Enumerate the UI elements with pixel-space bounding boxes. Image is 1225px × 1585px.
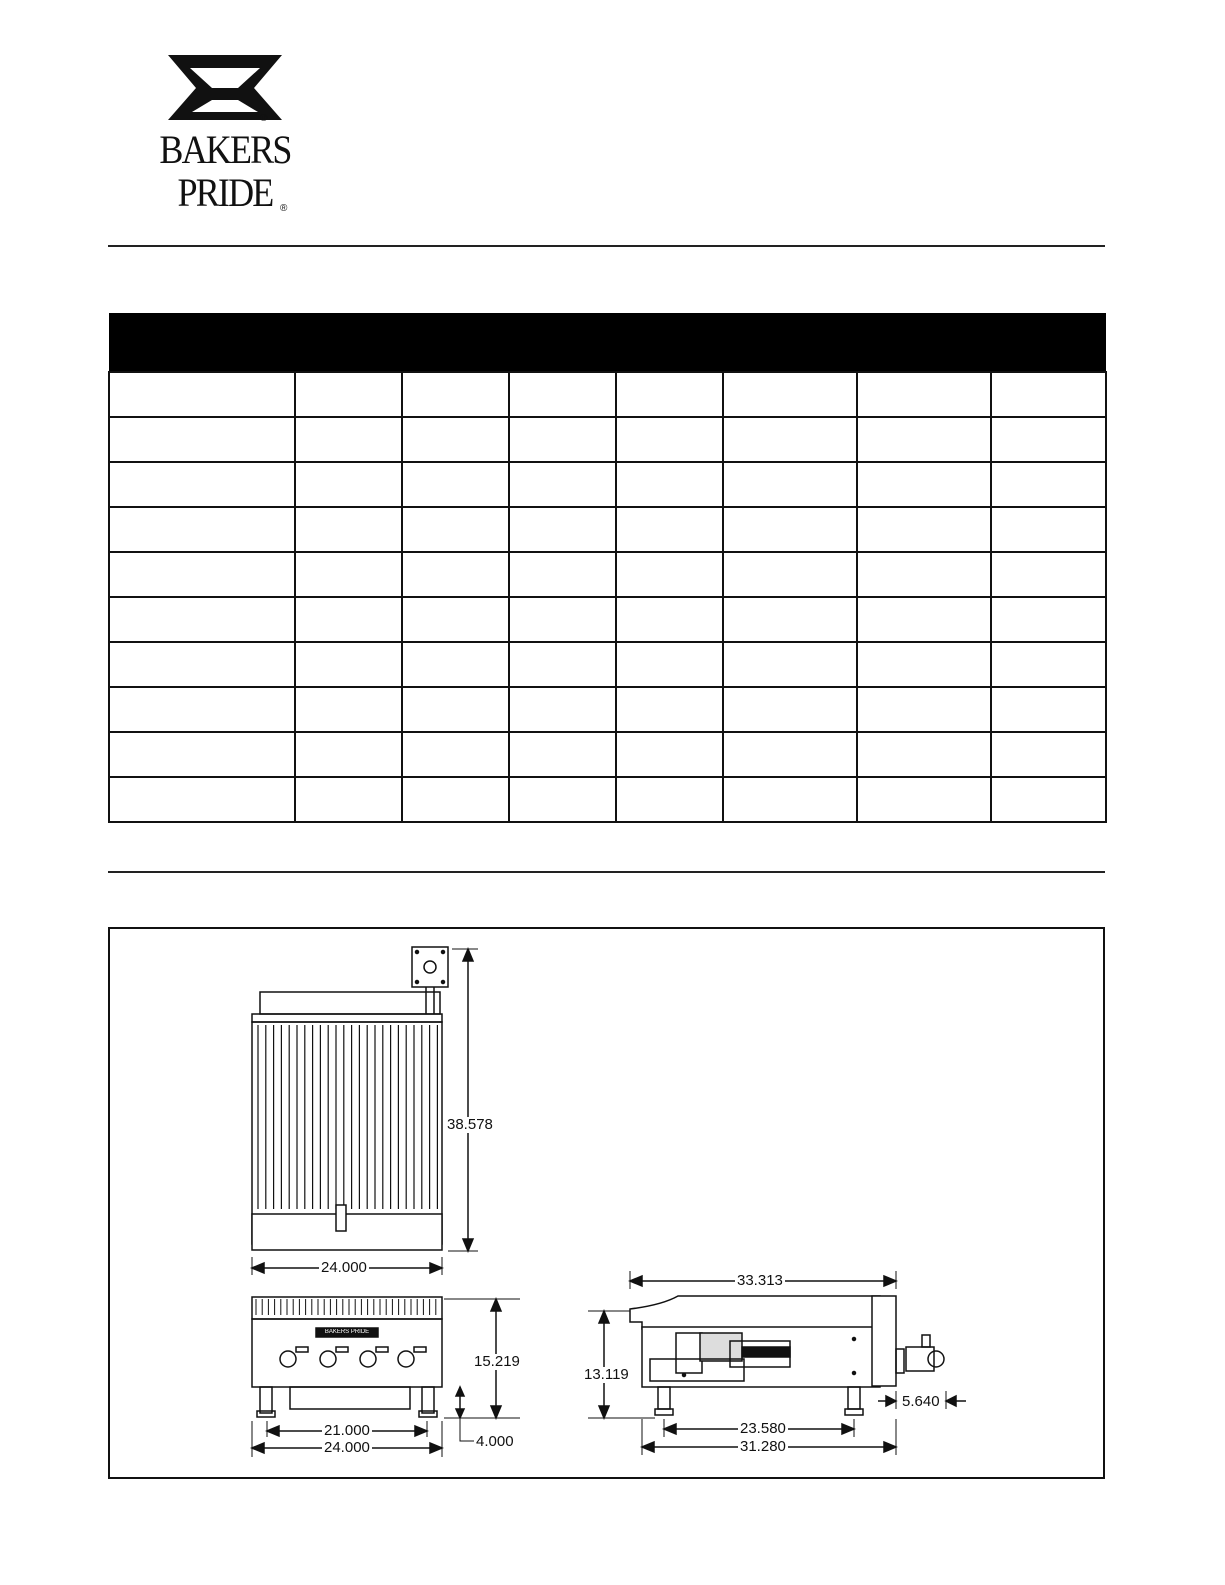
table-cell xyxy=(991,687,1106,732)
table-cell xyxy=(509,417,616,462)
table-cell xyxy=(402,372,509,417)
bakers-pride-logo xyxy=(150,50,300,215)
control-knob-icon xyxy=(360,1351,376,1367)
dim-side-height: 13.119 xyxy=(584,1366,629,1383)
table-cell xyxy=(991,642,1106,687)
table-cell xyxy=(616,372,723,417)
table-cell xyxy=(295,552,402,597)
table-cell xyxy=(616,642,723,687)
table-cell xyxy=(295,732,402,777)
front-brand-plate: BAKERS PRIDE xyxy=(324,1329,370,1335)
table-cell xyxy=(616,777,723,822)
table-cell xyxy=(109,417,295,462)
table-cell xyxy=(509,507,616,552)
table-cell xyxy=(509,642,616,687)
table-row xyxy=(109,372,1106,417)
table-cell xyxy=(402,462,509,507)
table-header-row xyxy=(109,313,1106,372)
table-cell xyxy=(991,777,1106,822)
table-cell xyxy=(509,732,616,777)
table-cell xyxy=(857,507,991,552)
table-cell xyxy=(295,777,402,822)
top-backsplash xyxy=(260,992,440,1014)
table-cell xyxy=(295,507,402,552)
section-divider xyxy=(108,245,1105,247)
control-knob-icon xyxy=(280,1351,296,1367)
table-row xyxy=(109,552,1106,597)
dim-front-inner-width: 21.000 xyxy=(324,1422,370,1439)
table-cell xyxy=(616,417,723,462)
table-cell xyxy=(723,597,857,642)
table-cell xyxy=(616,687,723,732)
table-cell xyxy=(857,417,991,462)
table-cell xyxy=(509,462,616,507)
table-cell xyxy=(723,642,857,687)
dim-top-height: 38.578 xyxy=(447,1116,493,1133)
dimension-drawing xyxy=(108,927,1105,1479)
dim-side-gas: 5.640 xyxy=(902,1393,940,1410)
table-cell xyxy=(402,417,509,462)
table-cell xyxy=(402,777,509,822)
table-cell xyxy=(857,777,991,822)
table-cell xyxy=(723,372,857,417)
table-cell xyxy=(295,417,402,462)
table-cell xyxy=(857,597,991,642)
table-row xyxy=(109,642,1106,687)
registered-mark: ® xyxy=(260,113,268,124)
table-cell xyxy=(402,642,509,687)
dim-side-depth: 33.313 xyxy=(737,1272,783,1289)
table-cell xyxy=(991,507,1106,552)
table-cell xyxy=(295,462,402,507)
table-cell xyxy=(616,732,723,777)
table-cell xyxy=(723,732,857,777)
table-cell xyxy=(109,687,295,732)
table-cell xyxy=(109,732,295,777)
table-cell xyxy=(295,597,402,642)
table-cell xyxy=(402,552,509,597)
table-cell xyxy=(109,777,295,822)
logo-line-pride: PRIDE xyxy=(177,170,273,215)
bakers-pride-emblem-icon xyxy=(150,50,300,130)
table-row xyxy=(109,687,1106,732)
table-cell xyxy=(991,552,1106,597)
table-cell xyxy=(723,687,857,732)
table-cell xyxy=(109,597,295,642)
table-cell xyxy=(295,687,402,732)
table-cell xyxy=(991,732,1106,777)
table-cell xyxy=(509,372,616,417)
dim-top-width: 24.000 xyxy=(321,1259,367,1276)
table-cell xyxy=(616,552,723,597)
dim-side-total-depth: 31.280 xyxy=(740,1438,786,1455)
table-row xyxy=(109,417,1106,462)
table-row xyxy=(109,777,1106,822)
table-cell xyxy=(723,417,857,462)
table-cell xyxy=(295,372,402,417)
dim-side-inner-depth: 23.580 xyxy=(740,1420,786,1437)
dim-front-width: 24.000 xyxy=(324,1439,370,1456)
table-cell xyxy=(723,777,857,822)
table-cell xyxy=(723,552,857,597)
table-cell xyxy=(857,552,991,597)
charbroiler-drawing xyxy=(110,929,1103,1477)
table-cell xyxy=(402,597,509,642)
dim-front-height: 15.219 xyxy=(474,1353,520,1370)
table-row xyxy=(109,597,1106,642)
table-cell xyxy=(857,687,991,732)
table-cell xyxy=(509,687,616,732)
table-cell xyxy=(509,597,616,642)
specifications-table xyxy=(108,313,1107,823)
table-cell xyxy=(509,777,616,822)
table-row xyxy=(109,507,1106,552)
table-cell xyxy=(295,642,402,687)
table-cell xyxy=(723,507,857,552)
table-cell xyxy=(109,372,295,417)
table-header xyxy=(109,313,1106,372)
table-row xyxy=(109,732,1106,777)
table-cell xyxy=(402,507,509,552)
registered-mark: ® xyxy=(280,203,288,214)
table-cell xyxy=(723,462,857,507)
table-cell xyxy=(857,372,991,417)
table-cell xyxy=(402,687,509,732)
control-knob-icon xyxy=(320,1351,336,1367)
table-cell xyxy=(991,462,1106,507)
table-cell xyxy=(857,462,991,507)
table-cell xyxy=(991,417,1106,462)
table-cell xyxy=(109,552,295,597)
table-cell xyxy=(402,732,509,777)
table-row xyxy=(109,462,1106,507)
table-cell xyxy=(109,507,295,552)
section-divider xyxy=(108,871,1105,873)
table-cell xyxy=(616,597,723,642)
table-cell xyxy=(991,372,1106,417)
table-cell xyxy=(857,642,991,687)
table-cell xyxy=(109,642,295,687)
control-knob-icon xyxy=(398,1351,414,1367)
logo-line-bakers: BAKERS xyxy=(159,127,291,172)
table-cell xyxy=(857,732,991,777)
dim-front-leg: 4.000 xyxy=(476,1433,514,1450)
table-cell xyxy=(616,507,723,552)
table-cell xyxy=(509,552,616,597)
table-cell xyxy=(109,462,295,507)
table-cell xyxy=(991,597,1106,642)
table-cell xyxy=(616,462,723,507)
